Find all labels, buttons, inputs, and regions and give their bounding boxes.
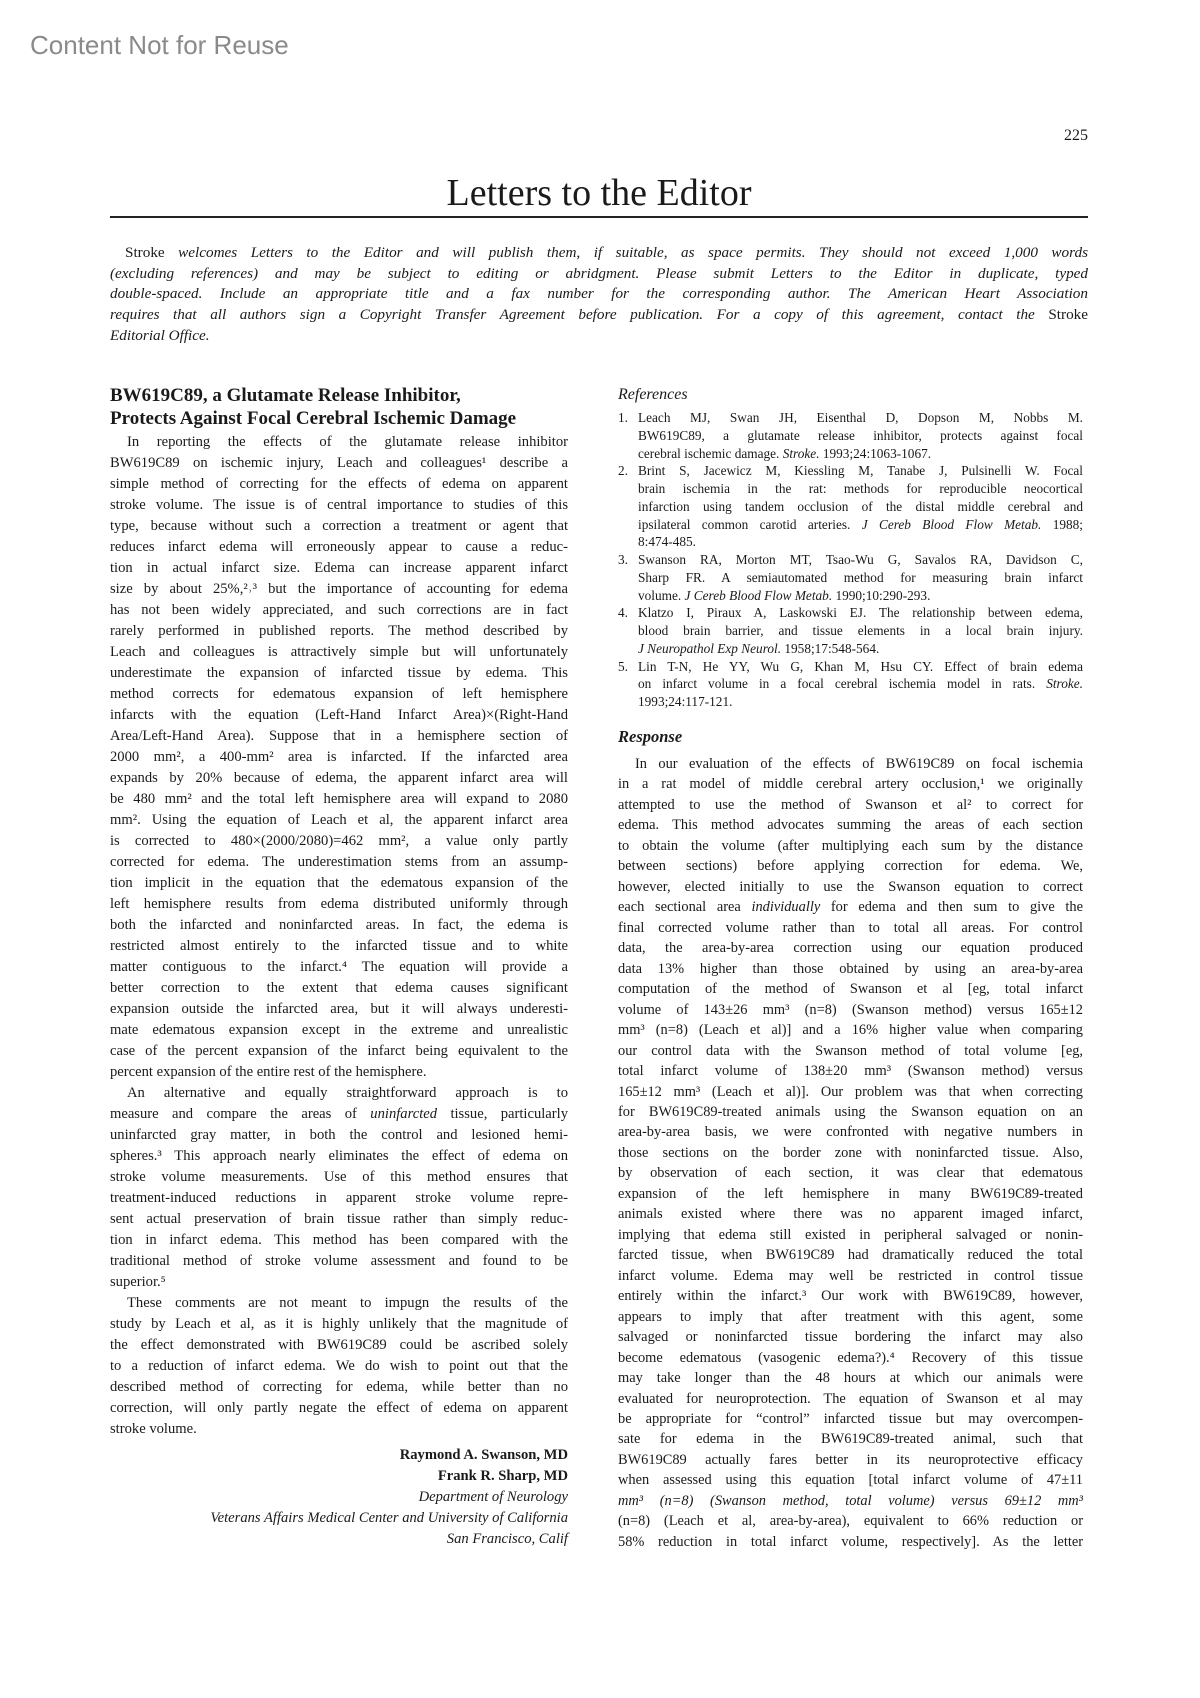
text-line: underestimate the expansion of infarcted tissue by edema. This <box>110 665 568 681</box>
reference-number: 1. <box>618 410 628 425</box>
text-line: superior.⁵ <box>110 1274 166 1290</box>
text-line: In reporting the effects of the glutamate release inhibitor <box>127 434 568 450</box>
letter-title-line: BW619C89, a Glutamate Release Inhibitor, <box>110 385 461 406</box>
text-line: uninfarcted gray matter, in both the control and lesioned hemi- <box>110 1127 568 1143</box>
text-line <box>638 640 1083 658</box>
text-span: on infarct volume in a focal cerebral ischemia model in rats. <box>638 676 1047 692</box>
text-line: mate edematous expansion except in the extreme and unrealistic <box>110 1022 568 1038</box>
text-span: measure and compare the areas of <box>110 1106 371 1122</box>
text-line: data 13% higher than those obtained by using an area-by-area <box>618 960 1083 977</box>
text-line: tion in infarct edema. This method has been compared with the <box>110 1232 568 1248</box>
text-line: to a reduction of infarct edema. We do wish to point out that the <box>110 1358 568 1374</box>
text-span: each sectional area <box>618 899 752 916</box>
text-line: sate for edema in the BW619C89-treated animal, such that <box>618 1431 1083 1448</box>
italic-text: mm³ (n=8) (Swanson method, total volume) versus 69±12 mm³ <box>618 1492 1083 1509</box>
text-span: welcomes Letters to the Editor and will publish them, if suitable, as space permits. They should not exceed 1,000 words <box>164 244 1088 261</box>
author-name: Raymond A. Swanson, MD <box>399 1447 568 1463</box>
text-line: become edematous (vasogenic edema?).⁴ Recovery of this tissue <box>618 1349 1083 1366</box>
text-line: These comments are not meant to impugn the results of the <box>127 1295 568 1311</box>
text-line: the effect demonstrated with BW619C89 could be ascribed solely <box>110 1337 568 1353</box>
text-line: BW619C89 on ischemic injury, Leach and colleagues¹ describe a <box>110 455 568 471</box>
text-line: has not been widely appreciated, and such corrections are in fact <box>110 602 568 618</box>
text-line: expands by 20% because of edema, the apparent infarct area will <box>110 770 568 786</box>
text-line: (excluding references) and may be subject to editing or abridgment. Please submit Letters to the Editor in duplicate, typed <box>110 264 1088 282</box>
text-line: simple method of correcting for the effects of edema on apparent <box>110 476 568 492</box>
reference-number: 2. <box>618 463 628 479</box>
watermark: Content Not for Reuse <box>30 30 289 60</box>
text-line: be 480 mm² and the total left hemisphere area will expand to 2080 <box>110 791 568 807</box>
text-line: stroke volume measurements. Use of this method ensures that <box>110 1169 568 1185</box>
text-span: cerebral ischemic damage. <box>638 445 783 461</box>
text-line: final corrected volume rather than to total all areas. For control <box>618 919 1083 936</box>
text-line: described method of correcting for edema, while better than no <box>110 1379 568 1395</box>
text-line: 1993;24:117-121. <box>638 694 733 709</box>
page-number: 225 <box>1064 127 1088 144</box>
text-line: tion implicit in the equation that the edematous expansion of the <box>110 875 568 891</box>
response-heading: Response <box>618 727 683 746</box>
text-line <box>638 675 1083 693</box>
text-line <box>618 1491 1083 1511</box>
text-line: expansion outside the infarcted area, but it will always underesti- <box>110 1001 568 1017</box>
text-span: ipsilateral common carotid arteries. <box>638 516 862 532</box>
italic-text: J Cereb Blood Flow Metab. <box>861 516 1042 532</box>
author-name: Frank R. Sharp, MD <box>437 1468 568 1484</box>
text-line: salvaged or noninfarcted tissue bordering the infarct may also <box>618 1329 1083 1346</box>
text-line: stroke volume. <box>110 1421 197 1437</box>
text-line <box>638 587 1083 605</box>
paragraph <box>110 243 1088 346</box>
reference-item <box>618 551 1083 604</box>
affiliation-line: Veterans Affairs Medical Center and University of California <box>210 1510 568 1526</box>
letter-paragraphs <box>110 432 568 1440</box>
text-line: be appropriate for “control” infarcted tissue but may overcompen- <box>618 1411 1083 1427</box>
text-line: An alternative and equally straightforward approach is to <box>127 1085 568 1101</box>
text-line <box>618 897 1083 917</box>
text-line: implying that edema still existed in peripheral salvaged or nonin- <box>618 1226 1083 1243</box>
text-line: is corrected to 480×(2000/2080)=462 mm², a value only partly <box>110 833 568 849</box>
text-line: volume of 143±26 mm³ (n=8) (Swanson method) versus 165±12 <box>618 1001 1083 1018</box>
text-line: left hemisphere results from edema distributed uniformly through <box>110 896 568 912</box>
text-line: Klatzo I, Piraux A, Laskowski EJ. The relationship between edema, <box>638 605 1083 621</box>
text-line: Brint S, Jacewicz M, Kiessling M, Tanabe J, Pulsinelli W. Focal <box>638 463 1083 479</box>
text-line: farcted tissue, when BW619C89 had dramatically reduced the total <box>618 1247 1083 1264</box>
text-line: however, elected initially to use the Swanson equation to correct <box>618 878 1083 895</box>
text-line: Area/Left-Hand Area). Suppose that in a hemisphere section of <box>110 728 568 744</box>
text-line: edema. This method advocates summing the areas of each section <box>618 817 1083 834</box>
text-span: for edema and then sum to give the <box>820 899 1083 916</box>
text-line: those sections on the border zone with noninfarcted tissue. Also, <box>618 1144 1083 1161</box>
text-span: Stroke <box>1048 306 1088 324</box>
text-line: tion in actual infarct size. Edema can increase apparent infarct <box>110 560 568 576</box>
affiliation-line: San Francisco, Calif <box>446 1531 568 1547</box>
text-line: between sections) before applying correction for edema. We, <box>618 858 1083 875</box>
affiliation-line: Department of Neurology <box>418 1489 568 1505</box>
text-line: Lin T-N, He YY, Wu G, Khan M, Hsu CY. Effect of brain edema <box>638 658 1083 674</box>
text-line: evaluated for neuroprotection. The equation of Swanson et al may <box>618 1390 1083 1407</box>
text-line: BW619C89 actually fares better in its neuroprotective efficacy <box>618 1451 1083 1468</box>
text-line: blood brain barrier, and tissue elements in a local brain injury. <box>638 623 1083 638</box>
text-line: In our evaluation of the effects of BW619C89 on focal ischemia <box>635 756 1083 772</box>
text-line: data, the area-by-area correction using our equation produced <box>618 940 1083 957</box>
text-line: Leach MJ, Swan JH, Eisenthal D, Dopson M, Nobbs M. <box>638 410 1083 425</box>
letter-title-line: Protects Against Focal Cerebral Ischemic Damage <box>110 408 517 429</box>
text-line: mm². Using the equation of Leach et al, the apparent infarct area <box>110 812 568 828</box>
text-span: tissue, particularly <box>437 1106 568 1122</box>
paragraph <box>110 432 568 1083</box>
references-heading: References <box>618 386 688 403</box>
italic-text: Stroke. <box>1046 676 1083 692</box>
text-line: mm³ (n=8) (Leach et al)] and a 16% higher value when comparing <box>618 1022 1083 1039</box>
text-line: 165±12 mm³ (Leach et al)]. Our problem was that when correcting <box>618 1083 1083 1100</box>
text-line: Sharp FR. A semiautomated method for measuring brain infarct <box>638 569 1083 585</box>
reference-item <box>618 462 1083 551</box>
text-line: expansion of the left hemisphere in many BW619C89-treated <box>618 1185 1083 1202</box>
reference-item <box>618 604 1083 657</box>
text-line: method corrects for edematous expansion of left hemisphere <box>110 686 568 702</box>
text-line: better correction to the extent that edema causes significant <box>110 980 568 996</box>
text-line: attempted to use the method of Swanson et al² to correct for <box>618 796 1083 813</box>
text-line: case of the percent expansion of the infarct being equivalent to the <box>110 1043 568 1059</box>
paragraph <box>110 1293 568 1440</box>
signature-block <box>110 1445 568 1550</box>
text-line: double-spaced. Include an appropriate title and a fax number for the corresponding author. The American Heart Association <box>110 285 1088 303</box>
text-line: 8:474-485. <box>638 534 696 550</box>
text-span: 1988; <box>1041 516 1083 532</box>
text-line: Leach and colleagues is attractively simple but will unfortunately <box>110 644 568 660</box>
text-span: volume. <box>638 587 685 603</box>
text-line: spheres.³ This approach nearly eliminates the effect of edema on <box>110 1148 568 1164</box>
text-line: area-by-area basis, we were confronted with negative numbers in <box>618 1124 1083 1141</box>
text-line <box>638 445 1083 463</box>
italic-text: Stroke. <box>782 445 820 461</box>
editorial-notice <box>110 243 1088 346</box>
paragraph <box>110 1083 568 1293</box>
text-line <box>110 1104 568 1125</box>
text-line: computation of the method of Swanson et al [eg, total infarct <box>618 981 1083 998</box>
text-line: total infarct volume of 138±20 mm³ (Swanson method) versus <box>618 1063 1083 1080</box>
text-line: restricted almost entirely to the infarcted tissue and to white <box>110 938 568 954</box>
text-span: 1990;10:290-293. <box>832 587 931 603</box>
text-line: infarction using tandem occlusion of the distal middle cerebral and <box>638 498 1083 514</box>
text-line: percent expansion of the entire rest of the hemisphere. <box>110 1064 427 1080</box>
text-line: rarely performed in published reports. The method described by <box>110 623 568 639</box>
text-span: Stroke <box>125 244 165 261</box>
text-line: our control data with the Swanson method of total volume [eg, <box>618 1042 1083 1059</box>
paragraph <box>618 754 1083 1552</box>
text-line: traditional method of stroke volume assessment and found to be <box>110 1253 568 1269</box>
text-line: for BW619C89-treated animals using the Swanson equation on an <box>618 1103 1083 1120</box>
reference-number: 4. <box>618 605 628 621</box>
text-line: to obtain the volume (after multiplying each sum by the distance <box>618 837 1083 854</box>
references-list <box>618 409 1083 711</box>
letter-title <box>110 384 570 430</box>
text-line: may take longer than the 48 hours at which our animals were <box>618 1370 1083 1387</box>
text-line <box>638 516 1083 534</box>
text-line: by observation of each section, it was clear that edematous <box>618 1165 1083 1182</box>
text-line: reduces infarct edema will erroneously appear to cause a reduc- <box>110 539 568 555</box>
section-title: Letters to the Editor <box>446 172 752 214</box>
text-span: 1958;17:548-564. <box>781 640 880 656</box>
text-line: both the infarcted and noninfarcted areas. In fact, the edema is <box>110 917 568 933</box>
text-line: matter contiguous to the infarct.⁴ The equation will provide a <box>110 959 568 975</box>
text-line: animals existed where there was no apparent imaged infarct, <box>618 1206 1083 1223</box>
italic-text: J Neuropathol Exp Neurol. <box>638 640 782 656</box>
text-line: 58% reduction in total infarct volume, respectively]. As the letter <box>618 1533 1083 1550</box>
reference-number: 5. <box>618 658 628 674</box>
text-line: BW619C89, a glutamate release inhibitor, protects against focal <box>638 427 1083 443</box>
reference-item <box>618 409 1083 462</box>
text-line: stroke volume. The issue is of central importance to studies of this <box>110 497 568 513</box>
text-line: infarct volume. Edema may well be restricted in control tissue <box>618 1267 1083 1284</box>
letter-body <box>110 432 568 1550</box>
text-line: entirely within the infarct.³ Our work with BW619C89, however, <box>618 1288 1083 1305</box>
text-span: requires that all authors sign a Copyright Transfer Agreement before publication. For a copy of this agreement, contact the <box>110 306 1049 324</box>
text-line <box>110 305 1088 326</box>
text-line <box>110 243 1088 264</box>
text-line: 2000 mm², a 400-mm² area is infarcted. If the infarcted area <box>110 749 568 765</box>
reference-number: 3. <box>618 552 628 567</box>
text-span: 1993;24:1063-1067. <box>819 445 932 461</box>
text-line: corrected for edema. The underestimation stems from an assump- <box>110 854 568 870</box>
italic-text: individually <box>751 899 821 916</box>
text-line: appears to imply that after treatment with this agent, some <box>618 1308 1083 1325</box>
text-line: type, because without such a correction a treatment or agent that <box>110 518 568 534</box>
text-line: study by Leach et al, as it is highly unlikely that the magnitude of <box>110 1316 568 1332</box>
text-line: treatment-induced reductions in apparent stroke volume repre- <box>110 1190 568 1206</box>
text-line: sent actual preservation of brain tissue rather than simply reduc- <box>110 1211 568 1227</box>
italic-text: uninfarcted <box>370 1106 438 1122</box>
text-line: when assessed using this equation [total infarct volume of 47±11 <box>618 1472 1083 1489</box>
text-line: (n=8) (Leach et al, area-by-area), equivalent to 66% reduction or <box>618 1513 1083 1530</box>
italic-text: J Cereb Blood Flow Metab. <box>684 587 833 603</box>
text-line: brain ischemia in the rat: methods for reproducible neocortical <box>638 481 1083 496</box>
text-line: correction, will only partly negate the effect of edema on apparent <box>110 1400 568 1416</box>
text-line: Editorial Office. <box>110 326 210 344</box>
text-line: in a rat model of middle cerebral artery occlusion,¹ we originally <box>618 776 1083 793</box>
response-body <box>618 754 1083 1552</box>
text-line: size by about 25%,²˒³ but the importance of accounting for edema <box>110 581 568 597</box>
title-rule <box>110 216 1088 218</box>
reference-item <box>618 658 1083 711</box>
text-line: Swanson RA, Morton MT, Tsao-Wu G, Savalos RA, Davidson C, <box>638 552 1083 567</box>
text-line: infarcts with the equation (Left-Hand Infarct Area)×(Right-Hand <box>110 707 568 723</box>
